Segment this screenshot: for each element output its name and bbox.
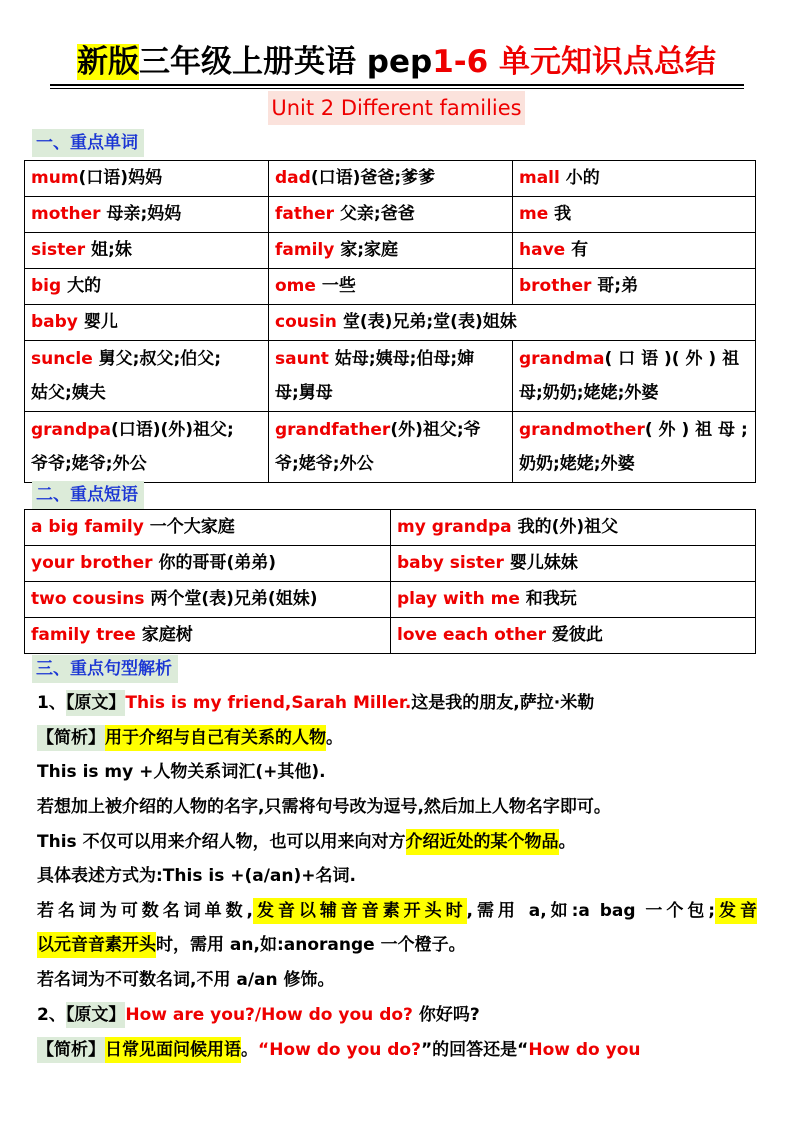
chinese-meaning: 一些 [315, 276, 356, 296]
vocab-row-cell [513, 341, 756, 412]
vocab-row [25, 305, 756, 341]
vocab-row-cell [513, 233, 756, 269]
phrase-row [25, 618, 756, 654]
vocab-row-cell [25, 305, 269, 341]
chinese-meaning-continued: 母;舅母 [275, 383, 333, 403]
sentence-1-line4: 具体表述方式为:This is +(a/an)+名词. [37, 866, 356, 886]
chinese-meaning: 有 [565, 240, 589, 260]
vocab-row-cell [513, 197, 756, 233]
chinese-meaning: 爱彼此 [545, 625, 603, 645]
english-word: me [519, 204, 549, 224]
sentence-1-line3 [37, 825, 757, 859]
english-word: love each other [397, 625, 546, 645]
chinese-meaning: 家庭树 [135, 625, 193, 645]
english-word: grandfather [275, 420, 391, 440]
sentence-2-quote-middle: ”的回答还是“ [420, 1040, 529, 1060]
sentence-1-analysis-text: 用于介绍与自己有关系的人物 [105, 725, 326, 751]
phrase-row-cell [391, 510, 756, 546]
sentence-1-line3-c: 。 [558, 832, 576, 852]
vocab-row-cell [513, 161, 756, 197]
chinese-meaning: 婴儿妹妹 [503, 553, 578, 573]
sentence-1-line5-a: 若名词为可数名词单数, [37, 901, 254, 921]
chinese-meaning: 小的 [559, 168, 600, 188]
vocab-row-cell [269, 197, 513, 233]
chinese-meaning: 哥;弟 [591, 276, 639, 296]
quote-open: “ [258, 1040, 270, 1060]
chinese-meaning-continued: 姑父;姨夫 [31, 383, 106, 403]
vocab-row-cell [269, 269, 513, 305]
sentence-1-chinese: 这是我的朋友,萨拉·米勒 [411, 693, 595, 713]
sentence-1-number: 1、 [37, 693, 66, 713]
title-part2: 三年级上册英语 pep [138, 44, 433, 80]
vocab-row-cell [25, 269, 269, 305]
section-heading-sentences: 三、重点句型解析 [32, 655, 178, 683]
english-word: your brother [31, 553, 153, 573]
english-word: have [519, 240, 566, 260]
chinese-meaning: 和我玩 [519, 589, 577, 609]
english-word: family tree [31, 625, 136, 645]
vocab-table-body [25, 161, 756, 483]
vocab-row-cell [25, 161, 269, 197]
chinese-meaning: 父亲;爸爸 [334, 204, 415, 224]
chinese-meaning: 一个大家庭 [143, 517, 235, 537]
chinese-meaning: 堂(表)兄弟;堂(表)姐妹 [336, 312, 517, 332]
chinese-meaning: 两个堂(表)兄弟(姐妹) [144, 589, 318, 609]
vocab-row-cell [269, 233, 513, 269]
sentence-2-quote-english: How do you do? [269, 1040, 421, 1060]
vocab-row-cell [25, 197, 269, 233]
english-word: my grandpa [397, 517, 512, 537]
chinese-meaning: 家;家庭 [334, 240, 399, 260]
vocab-row-cell [269, 341, 513, 412]
chinese-meaning: 你的哥哥(弟弟) [152, 553, 277, 573]
phrase-row-cell [25, 510, 391, 546]
vocab-row [25, 412, 756, 483]
sentence-1-analysis [37, 721, 757, 755]
original-tag: 【原文】 [66, 690, 126, 716]
sentence-2-english: How are you?/How do you do? [125, 1005, 413, 1025]
vocab-row [25, 233, 756, 269]
chinese-meaning: 我的(外)祖父 [511, 517, 619, 537]
vocab-row-cell [269, 161, 513, 197]
chinese-meaning: ( 外 ) 祖 母 ; [644, 420, 748, 440]
phrase-row-cell [25, 618, 391, 654]
title-part1: 新版 [76, 44, 139, 80]
phrase-row-cell [391, 618, 756, 654]
english-word: saunt [275, 349, 329, 369]
sentence-2-analysis-end: 。 [241, 1040, 258, 1060]
chinese-meaning: ( 口 语 )( 外 ) 祖 [604, 349, 740, 369]
analysis-tag: 【简析】 [37, 725, 105, 751]
english-word: mall [519, 168, 560, 188]
vocab-row [25, 269, 756, 305]
sentence-2-number: 2、 [37, 1005, 66, 1025]
english-word: ome [275, 276, 316, 296]
english-word: sister [31, 240, 86, 260]
english-word: big [31, 276, 62, 296]
english-word: cousin [275, 312, 337, 332]
english-word: brother [519, 276, 592, 296]
english-word: grandmother [519, 420, 645, 440]
sentence-1-line5-highlight2: 发音 [715, 898, 757, 924]
phrase-row-cell [25, 582, 391, 618]
chinese-meaning: (外)祖父;爷 [390, 420, 481, 440]
sentence-1-line6 [37, 928, 757, 962]
section-heading-words: 一、重点单词 [32, 129, 144, 157]
sentence-1-line3-highlight: 介绍近处的某个物品 [406, 829, 559, 855]
chinese-meaning: 我 [548, 204, 572, 224]
vocab-row-cell [269, 305, 756, 341]
vocab-row-cell [269, 412, 513, 483]
chinese-meaning-continued: 奶奶;姥姥;外婆 [519, 454, 635, 474]
vocab-row-cell [25, 341, 269, 412]
sentence-2-analysis [37, 1033, 757, 1067]
english-word: baby sister [397, 553, 504, 573]
sentence-2-quote-english-2: How do you [528, 1040, 641, 1060]
phrase-row-cell [25, 546, 391, 582]
chinese-meaning-continued: 爷;姥爷;外公 [275, 454, 374, 474]
sentence-2-analysis-text: 日常见面问候用语 [105, 1037, 241, 1063]
english-word: grandpa [31, 420, 111, 440]
chinese-meaning: 姑母;姨母;伯母;婶 [328, 349, 475, 369]
sentence-2-original [37, 998, 757, 1032]
chinese-meaning: 大的 [61, 276, 102, 296]
original-tag: 【原文】 [66, 1002, 126, 1028]
sentence-1-line5-highlight: 发音以辅音音素开头时 [253, 898, 467, 924]
phrase-row [25, 510, 756, 546]
english-word: baby [31, 312, 78, 332]
unit-subtitle-text: Unit 2 Different families [268, 91, 524, 125]
chinese-meaning: 姐;妹 [85, 240, 132, 260]
analysis-tag: 【简析】 [37, 1037, 105, 1063]
vocab-row-cell [513, 412, 756, 483]
phrases-table [24, 509, 756, 654]
chinese-meaning-continued: 爷爷;姥爷;外公 [31, 454, 147, 474]
chinese-meaning: (口语)爸爸;爹爹 [310, 168, 436, 188]
vocab-row [25, 161, 756, 197]
chinese-meaning: (口语)妈妈 [78, 168, 163, 188]
title-underline [50, 84, 744, 86]
sentence-1-line7: 若名词为不可数名词,不用 a/an 修饰。 [37, 970, 335, 990]
chinese-meaning: 母亲;妈妈 [100, 204, 182, 224]
vocab-row [25, 197, 756, 233]
vocab-row [25, 341, 756, 412]
sentence-1-english: This is my friend,Sarah Miller. [125, 693, 412, 713]
sentence-1-line6-b: 时，需用 an,如:anorange 一个橙子。 [156, 935, 466, 955]
english-word: grandma [519, 349, 605, 369]
english-word: mother [31, 204, 101, 224]
page-title [0, 40, 793, 84]
english-word: play with me [397, 589, 520, 609]
phrase-row [25, 546, 756, 582]
sentence-1-line3-a: This 不仅可以用来介绍人物，也可以用来向对方 [37, 832, 406, 852]
vocab-row-cell [25, 412, 269, 483]
sentence-2-chinese: 你好吗? [412, 1005, 480, 1025]
english-word: mum [31, 168, 79, 188]
phrase-row [25, 582, 756, 618]
english-word: two cousins [31, 589, 145, 609]
phrase-row-cell [391, 582, 756, 618]
vocab-table [24, 160, 756, 483]
title-part3: 1-6 单元知识点总结 [432, 44, 716, 80]
unit-subtitle [0, 91, 793, 125]
sentence-1-analysis-end: 。 [326, 728, 343, 748]
sentence-1-line1: This is my +人物关系词汇(+其他). [37, 762, 326, 782]
vocab-row-cell [513, 269, 756, 305]
phrase-row-cell [391, 546, 756, 582]
english-word: dad [275, 168, 311, 188]
chinese-meaning: 婴儿 [77, 312, 118, 332]
chinese-meaning-continued: 母;奶奶;姥姥;外婆 [519, 383, 659, 403]
sentence-1-original [37, 686, 757, 720]
chinese-meaning: (口语)(外)祖父; [110, 420, 234, 440]
section-heading-phrases: 二、重点短语 [32, 481, 144, 509]
sentence-1-line2: 若想加上被介绍的人物的名字,只需将句号改为逗号,然后加上人物名字即可。 [37, 797, 611, 817]
vocab-row-cell [25, 233, 269, 269]
english-word: suncle [31, 349, 93, 369]
sentence-1-line5 [37, 894, 757, 928]
sentence-1-line6-highlight: 以元音音素开头 [37, 932, 156, 958]
title-underline-thin [50, 88, 744, 89]
sentence-1-line5-c: ,需用 a,如:a bag 一个包; [466, 901, 716, 921]
phrases-table-body [25, 510, 756, 654]
chinese-meaning: 舅父;叔父;伯父; [92, 349, 222, 369]
english-word: family [275, 240, 335, 260]
english-word: father [275, 204, 335, 224]
english-word: a big family [31, 517, 144, 537]
